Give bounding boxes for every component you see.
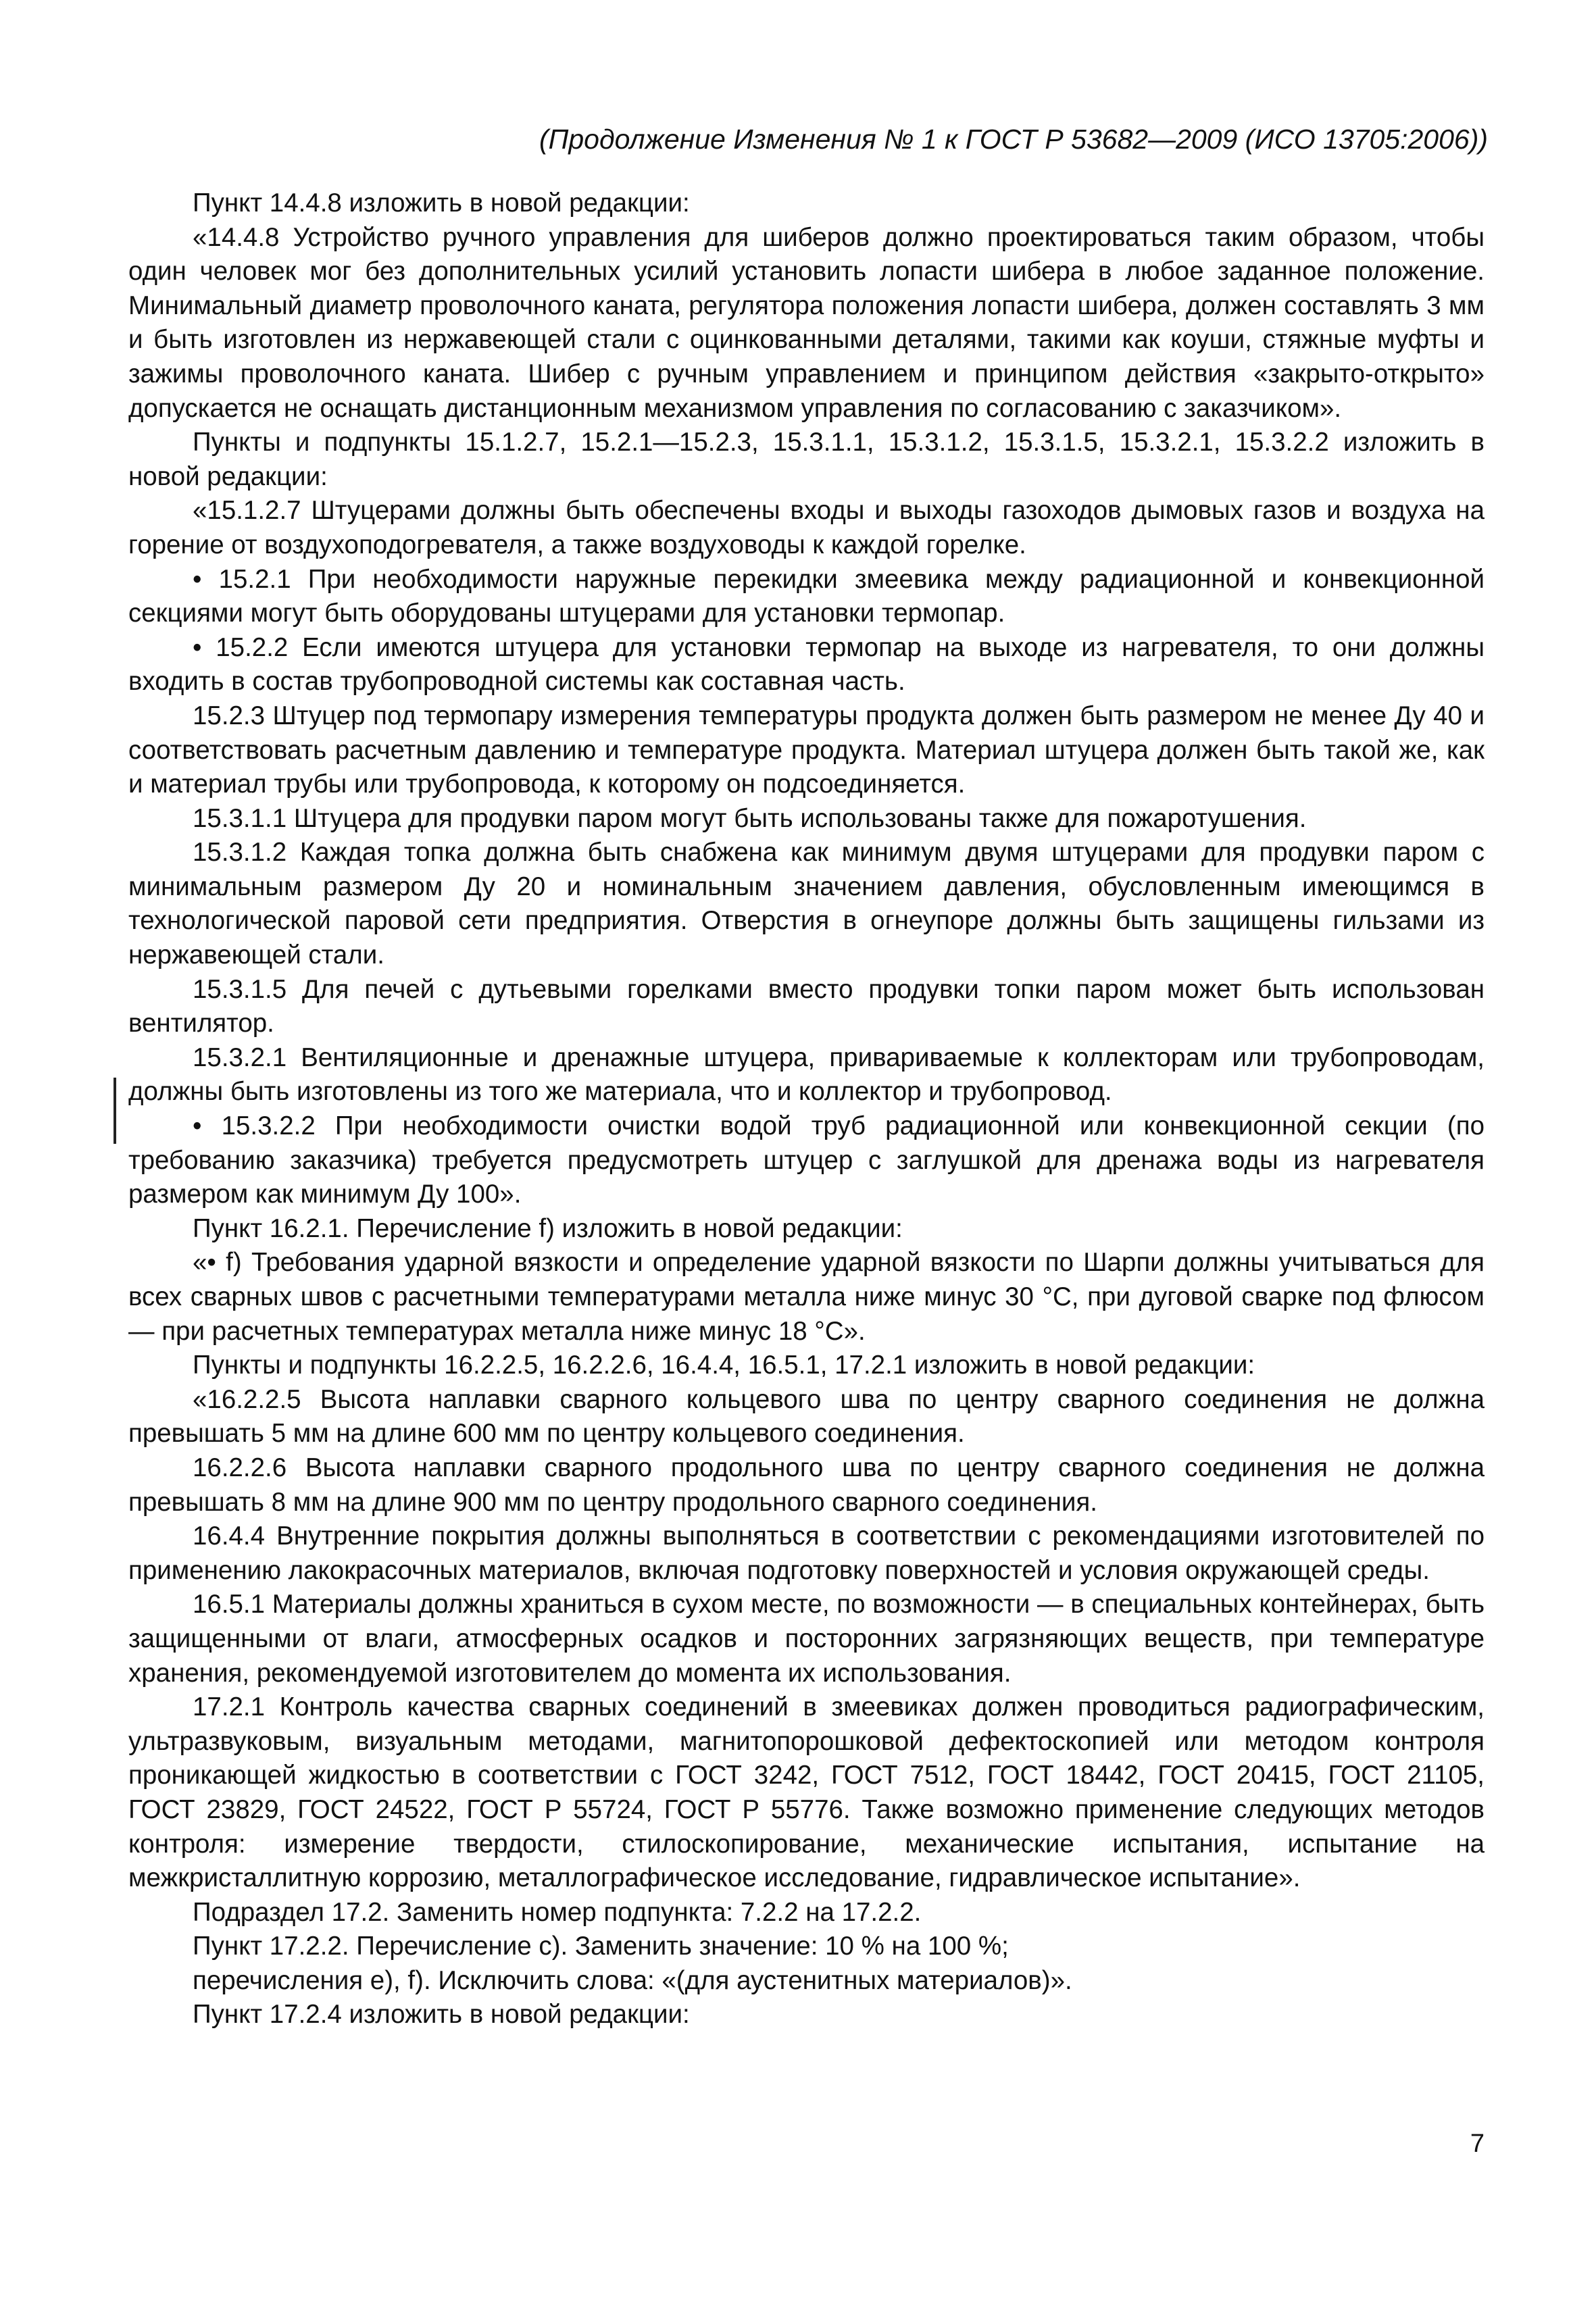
paragraph: «16.2.2.5 Высота наплавки сварного кольцевого шва по центру сварного соединения не должна превышать 5 мм на длине 600 мм по центру кольцевого соединения. <box>128 1384 1485 1449</box>
paragraph: 16.2.2.6 Высота наплавки сварного продольного шва по центру сварного соединения не должна превышать 8 мм на длине 900 мм по центру продольного сварного соединения. <box>128 1453 1485 1517</box>
paragraph: перечисления е), f). Исключить слова: «(для аустенитных материалов)». <box>193 1965 1072 1995</box>
page-number: 7 <box>1470 2130 1485 2158</box>
paragraph: Пункт 17.2.2. Перечисление с). Заменить значение: 10 % на 100 %; <box>193 1932 1009 1961</box>
paragraph: 15.3.1.1 Штуцера для продувки паром могут быть использованы также для пожаротушения. <box>193 803 1307 833</box>
document-body <box>128 186 1485 2032</box>
paragraph: Пункт 14.4.8 изложить в новой редакции: <box>193 188 690 218</box>
paragraph: Пункт 17.2.4 изложить в новой редакции: <box>193 2000 690 2030</box>
paragraph: 16.4.4 Внутренние покрытия должны выполняться в соответствии с рекомендациями изготовителей по применению лакокрасочных материалов, включая подготовку поверхностей и условия окружающей среды. <box>128 1521 1485 1585</box>
paragraph: 15.2.3 Штуцер под термопару измерения температуры продукта должен быть размером не менее Ду 40 и соответствовать расчетным давлению и температуре продукта. Материал штуцера должен быть такой же, как и материал трубы или трубопровода, к которому он подсоединяется. <box>128 701 1485 799</box>
paragraph: Подраздел 17.2. Заменить номер подпункта: 7.2.2 на 17.2.2. <box>193 1897 922 1927</box>
paragraph: «15.1.2.7 Штуцерами должны быть обеспечены входы и выходы газоходов дымовых газов и воздуха на горение от воздухоподогревателя, а также воздуховоды к каждой горелке. <box>128 496 1485 559</box>
paragraph: Пункты и подпункты 15.1.2.7, 15.2.1—15.2.3, 15.3.1.1, 15.3.1.2, 15.3.1.5, 15.3.2.1, 15.3.2.2 изложить в новой редакции: <box>128 428 1485 491</box>
paragraph: 15.3.1.2 Каждая топка должна быть снабжена как минимум двумя штуцерами для продувки паром с минимальным размером Ду 20 и номинальным значением давления, обусловленным имеющимся в технологической паровой сети предприятия. Отверстия в огнеупоре должны быть защищены гильзами из нержавеющей стали. <box>128 838 1485 970</box>
change-bar <box>114 1078 116 1144</box>
paragraph: 16.5.1 Материалы должны храниться в сухом месте, по возможности — в специальных контейнерах, быть защищенными от влаги, атмосферных осадков и посторонних загрязняющих веществ, при температуре хранения, рекомендуемой изготовителем до момента их использования. <box>128 1590 1485 1688</box>
paragraph: • 15.2.1 При необходимости наружные перекидки змеевика между радиационной и конвекционной секциями могут быть оборудованы штуцерами для установки термопар. <box>128 564 1485 628</box>
paragraph: Пункты и подпункты 16.2.2.5, 16.2.2.6, 16.4.4, 16.5.1, 17.2.1 изложить в новой редакции: <box>193 1351 1255 1380</box>
paragraph: Пункт 16.2.1. Перечисление f) изложить в новой редакции: <box>193 1213 903 1243</box>
paragraph: 17.2.1 Контроль качества сварных соединений в змеевиках должен проводиться радиографическим, ультразвуковым, визуальным методами, магнитопорошковой дефектоскопией или методом контроля проникающей жидкостью в соответствии с ГОСТ 3242, ГОСТ 7512, ГОСТ 18442, ГОСТ 20415, ГОСТ 21105, ГОСТ 23829, ГОСТ 24522, ГОСТ Р 55724, ГОСТ Р 55776. Также возможно применение следующих методов контроля: измерение твердости, стилоскопирование, механические испытания, испытание на межкристаллитную коррозию, металлографическое исследование, гидравлическое испытание». <box>128 1692 1485 1893</box>
paragraph: • 15.3.2.2 При необходимости очистки водой труб радиационной или конвекционной секции (по требованию заказчика) требуется предусмотреть штуцер с заглушкой для дренажа воды из нагревателя размером как минимум Ду 100». <box>128 1111 1485 1209</box>
paragraph: 15.3.2.1 Вентиляционные и дренажные штуцера, привариваемые к коллекторам или трубопроводам, должны быть изготовлены из того же материала, что и коллектор и трубопровод. <box>128 1042 1485 1107</box>
paragraph: «• f) Требования ударной вязкости и определение ударной вязкости по Шарпи должны учитываться для всех сварных швов с расчетными температурами металла ниже минус 30 °С, при дуговой сварке под флюсом — при расчетных температурах металла ниже минус 18 °С». <box>128 1248 1485 1346</box>
paragraph: • 15.2.2 Если имеются штуцера для установки термопар на выходе из нагревателя, то они должны входить в состав трубопроводной системы как составная часть. <box>128 632 1485 697</box>
running-header: (Продолжение Изменения № 1 к ГОСТ Р 53682—2009 (ИСО 13705:2006)) <box>539 124 1488 155</box>
paragraph: «14.4.8 Устройство ручного управления для шиберов должно проектироваться таким образом, чтобы один человек мог без дополнительных усилий установить лопасти шибера в любое заданное положение. Минимальный диаметр проволочного каната, регулятора положения лопасти шибера, должен составлять 3 мм и быть изготовлен из нержавеющей стали с оцинкованными деталями, такими как коуши, стяжные муфты и зажимы проволочного каната. Шибер с ручным управлением и принципом действия «закрыто-открыто» допускается не оснащать дистанционным механизмом управления по согласованию с заказчиком». <box>128 222 1485 423</box>
paragraph: 15.3.1.5 Для печей с дутьевыми горелками вместо продувки топки паром может быть использован вентилятор. <box>128 974 1485 1038</box>
